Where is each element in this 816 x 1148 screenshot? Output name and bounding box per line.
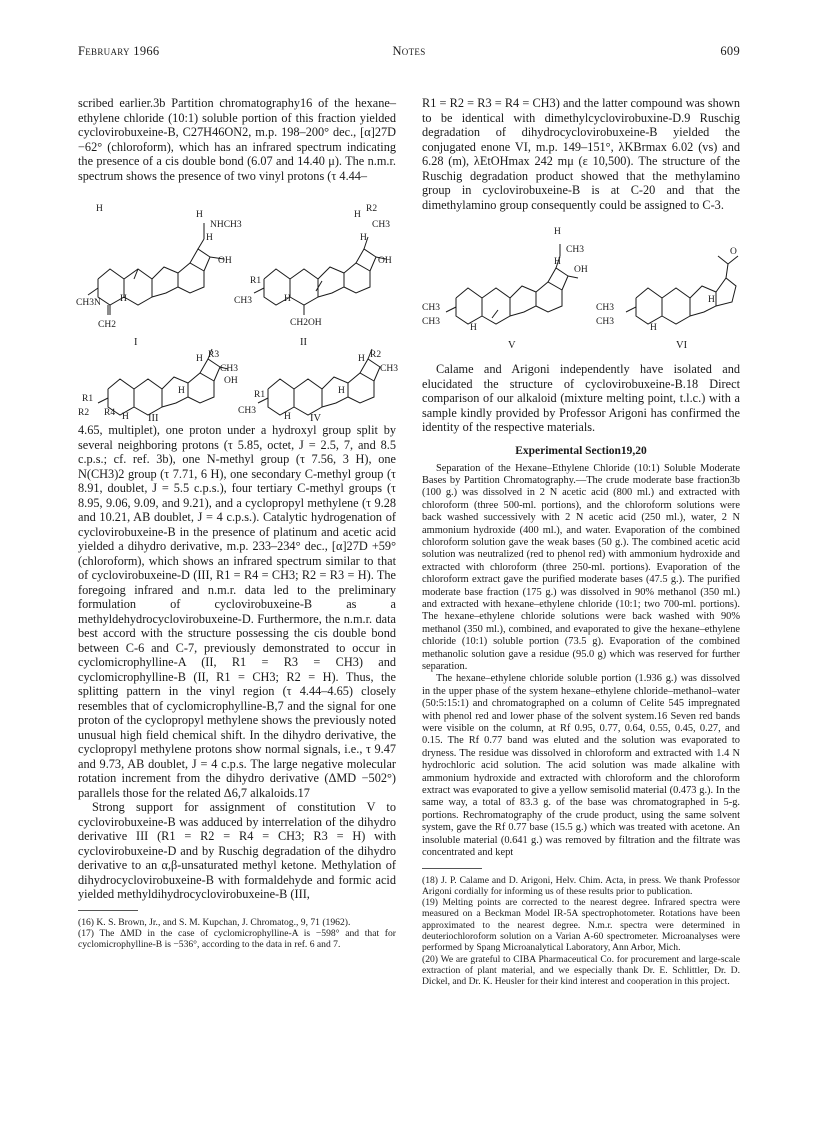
II-ch2oh-label: CH2OH (290, 318, 322, 328)
II-h1-label: H (354, 210, 361, 220)
experimental-body (422, 463, 740, 860)
I-h2-label: H (196, 210, 203, 220)
footnote-rule (78, 910, 138, 911)
footnote-18: (18) J. P. Calame and D. Arigoni, Helv. Chim. Acta, in press. We thank Professor Arigoni cordially for informing us of these results prior to publication. (422, 874, 740, 897)
II-label: II (300, 337, 307, 348)
structure-VI (596, 247, 738, 351)
structure-I (76, 204, 242, 348)
left-column (78, 96, 396, 950)
I-h3-label: H (206, 233, 213, 243)
III-oh-label: OH (224, 376, 238, 386)
right-footnotes (422, 875, 740, 988)
footnote-20: (20) We are grateful to CIBA Pharmaceutical Co. for procurement and large-scale extraction of plant material, and we especially thank Dr. E. Schlittler, Dr. D. Dickel, and Dr. K. Heusler for their kind interest and cooperation in this project. (422, 953, 740, 988)
footnote-rule-right (422, 868, 482, 869)
experimental-section-title: Experimental Section19,20 (515, 444, 647, 457)
I-h-label: H (96, 204, 103, 214)
IV-h1-label: H (358, 354, 365, 364)
III-r3-label: R3 (208, 350, 220, 360)
IV-label: IV (310, 413, 322, 424)
III-label: III (148, 413, 159, 424)
III-ch3-label: CH3 (220, 364, 238, 374)
III-r2-label: R2 (78, 408, 90, 418)
structures-figure-1 (78, 183, 396, 423)
experimental-paragraph-2: The hexane–ethylene chloride soluble portion (1.936 g.) was dissolved in the upper phase of the system hexane–ethylene chloride–methanol–water (50:5:15:1) and chromatographed on a column of Celite 545 impregnated with phenol red and lower phase of the solvent system.16 Seven red bands were visible on the column, at Rf 0.95, 0.77, 0.64, 0.55, 0.45, 0.27, and 0.15. The Rf 0.77 band was eluted and the solution was evaporated to dryness. The residue was dissolved in chloroform and extracted with 1.4 N hydrochloric acid solution. The acid solution was made alkaline with ammonium hydroxide and extracted with chloroform and the chloroform extract was evaporated to give a yellow semisolid material (0.473 g.). In the same way, a total of 83.3 g. of the base was chromatographed in 5-g. portions. Rechromatography of the crude product, using the same solvent system, gave the Rf 0.77 base (15.5 g.) which was treated with acetone. An insoluble material (0.641 g.) was removed by filtration and the filtrate was concentrated and kept (422, 673, 740, 859)
I-oh-label: OH (218, 256, 232, 266)
I-label: I (134, 337, 138, 348)
footnote-19: (19) Melting points are corrected to the nearest degree. Infrared spectra were measured on a Beckman Model IR-5A spectrophotometer. Rotations have been approximated to the nearest degree. N.m.r. spectra were determined in deuteriochloroform solution on a Varian A-60 spectrometer. Microanalyses were performed by Spang Microanalytical Laboratory, Ann Arbor, Mich. (422, 897, 740, 954)
V-label: V (508, 340, 516, 351)
II-oh-label: OH (378, 256, 392, 266)
III-r1-label: R1 (82, 394, 94, 404)
II-h3-label: H (284, 294, 291, 304)
IV-r2-label: R2 (370, 350, 382, 360)
V-h1-label: H (554, 257, 561, 267)
structure-III (78, 349, 238, 424)
VI-h1-label: H (650, 323, 657, 333)
V-oh-label: OH (574, 265, 588, 275)
section-name: Notes (392, 44, 426, 58)
V-nme1-label: CH3 (422, 303, 440, 313)
right-paragraph-1: R1 = R2 = R3 = R4 = CH3) and the latter compound was shown to be identical with dimethylcyclovirobuxine-D.9 Ruschig degradation of dihydrocyclovirobuxeine-B yielded the conjugated enone VI, m.p. 149–151°, λKBrmax 6.02 (vs) and 6.28 (m), λEtOHmax 242 mμ (ε 10,500). The structure of the Ruschig degradation product showed that the methylamino group in cyclovirobuxeine-B is at C-20 and that the dimethylamino group consequently could be assigned to C-3. (422, 96, 740, 212)
I-ch3n-label: CH3N (76, 298, 101, 308)
IV-ch3-label: CH3 (380, 364, 398, 374)
V-h2-label: H (470, 323, 477, 333)
V-nme2-label: CH3 (422, 317, 440, 327)
I-nhch3-label: NHCH3 (210, 220, 242, 230)
VI-nme2-label: CH3 (596, 317, 614, 327)
page-number: 609 (720, 44, 740, 58)
IV-r1-label: R1 (254, 390, 266, 400)
right-column (422, 96, 740, 987)
III-h1-label: H (196, 354, 203, 364)
II-nme-label: CH3 (372, 220, 390, 230)
structure-IV (238, 349, 398, 424)
left-paragraph-1: scribed earlier.3b Partition chromatography16 of the hexane–ethylene chloride (10:1) soluble portion of this fraction yielded cyclovirobuxeine-B, C27H46ON2, m.p. 198–200° dec., [α]27D −62° (chloroform), which has an infrared spectrum indicating the presence of a cis double bond (6.07 and 14.40 μ). The n.m.r. spectrum shows the presence of two vinyl protons (τ 4.44– (78, 96, 396, 183)
experimental-paragraph-1: Separation of the Hexane–Ethylene Chloride (10:1) Soluble Moderate Bases by Partition Chromatography.—The crude moderate base fraction3b (100 g.) was dissolved in 2 N acetic acid (800 ml.) and extracted with chloroform (three 500-ml. portions), and the chloroform solutions were back washed successively with 2 N acetic acid (250 ml.), water, 2 N ammonium hydroxide (400 ml.), and water. Evaporation of the combined chloroform solution gave the weak bases (50 g.). The combined acetic acid solution was neutralized (red to phenol red) with ammonium hydroxide and extracted with chloroform (three 250-ml. portions). Evaporation of the chloroform extract gave the purified moderate bases (47.5 g.). The purified moderate base fraction (175 g.) was dissolved in 90% methanol (350 ml.) and extracted with hexane–ethylene chloride (10:1; two 700-ml. portions). The hexane–ethylene chloride solutions were back washed with 90% methanol (350 ml.), combined, and evaporated to give the hexane–ethylene chloride (10:1) soluble portion (73.5 g). Evaporation of the combined methanolic solution gave a residue (95.0 g) which was reserved for further separation. (422, 462, 740, 672)
I-h4-label: H (120, 294, 127, 304)
III-h3-label: H (178, 386, 185, 396)
IV-h3-label: H (338, 386, 345, 396)
V-h-label: H (554, 227, 561, 237)
II-h2-label: H (360, 233, 367, 243)
structure-II (234, 204, 392, 348)
II-r2-label: R2 (366, 204, 378, 214)
VI-h2-label: H (708, 295, 715, 305)
journal-date: February 1966 (78, 44, 160, 58)
IV-ch3b-label: CH3 (238, 406, 256, 416)
left-paragraph-3: Strong support for assignment of constitution V to cyclovirobuxeine-B was adduced by interrelation of the dihydro derivative III (R1 = R2 = R4 = CH3; R3 = H) with cyclovirobuxeine-D and by Ruschig degradation of the dihydro derivative to an α,β-unsaturated methyl ketone. Methylation of dihydrocyclovirobuxeine-B with formaldehyde and formic acid yielded methyldihydrocyclovirobuxeine-B (III, (78, 800, 396, 901)
IV-h2-label: H (284, 412, 291, 422)
structure-V (422, 227, 588, 351)
footnote-16: (16) K. S. Brown, Jr., and S. M. Kupchan, J. Chromatog., 9, 71 (1962). (78, 916, 351, 928)
III-r4-label: R4 (104, 408, 116, 418)
II-ch3-label: CH3 (234, 296, 252, 306)
III-h2-label: H (122, 412, 129, 422)
structures-figure-2 (422, 212, 740, 362)
left-footnotes (78, 917, 396, 951)
VI-o-label: O (730, 247, 737, 257)
page-header (78, 44, 740, 64)
V-ch3-label: CH3 (566, 245, 584, 255)
VI-nme1-label: CH3 (596, 303, 614, 313)
right-paragraph-2: Calame and Arigoni independently have isolated and elucidated the structure of cyclovirobuxeine-B.18 Direct comparison of our alkaloid (mixture melting point, t.l.c.) with a sample kindly provided by Professor Arigoni has confirmed the identity of the respective materials. (422, 362, 740, 434)
VI-label: VI (676, 340, 688, 351)
II-r1-label: R1 (250, 276, 262, 286)
footnote-17: (17) The ΔMD in the case of cyclomicrophylline-A is −598° and that for cyclomicrophylline-B is −536°, according to the data in ref. 6 and 7. (78, 927, 396, 951)
I-ch2-label: CH2 (98, 320, 116, 330)
left-paragraph-2: 4.65, multiplet), one proton under a hydroxyl group split by several neighboring protons (τ 5.85, octet, J = 2.5, 7, and 8.5 c.p.s.; cf. ref. 3b), one N-methyl group (τ 7.56, 3 H), one N(CH3)2 group (τ 7.71, 6 H), one secondary C-methyl group (τ 8.91, doublet, J = 5.5 c.p.s.), four tertiary C-methyl groups (τ 8.95, 9.06, 9.09, and 9.21), and a cyclopropyl methylene (τ 9.28 and 10.21, AB doublet, J = 4 c.p.s.). Catalytic hydrogenation of cyclovirobuxeine-B in the presence of platinum and acetic acid yielded a dihydro derivative, m.p. 233–234° dec., [α]27D +59° (chloroform), which shows an infrared spectrum similar to that of cyclovirobuxeine-D (III, R1 = R4 = CH3; R2 = R3 = H). The foregoing infrared and n.m.r. data led to the preliminary formulation of cyclovirobuxeine-B as a methyldehydrocyclovirobuxeine-D. Furthermore, the n.m.r. data best accord with the structure possessing the cis double bond between C-6 and C-7, previously demonstrated to occur in cyclomicrophylline-A (II, R1 = R3 = CH3) and cyclomicrophylline-B (II, R1 = CH3; R2 = H). Thus, the splitting pattern in the vinyl region (τ 4.44–4.65) closely resembles that of cyclomicrophylline-B,7 and the signal for one proton of the cyclopropyl methylene shows the previously noted unusual high field chemical shift. In the dihydro derivative, the cyclopropyl methylene protons show normal signals, i.e., τ 9.47 and 9.73, AB doublet, J = 4 c.p.s. The large negative molecular rotation increment from the dihydro derivative (ΔMD −502°) parallels those for the related Δ6,7 alkaloids.17 (78, 423, 396, 800)
